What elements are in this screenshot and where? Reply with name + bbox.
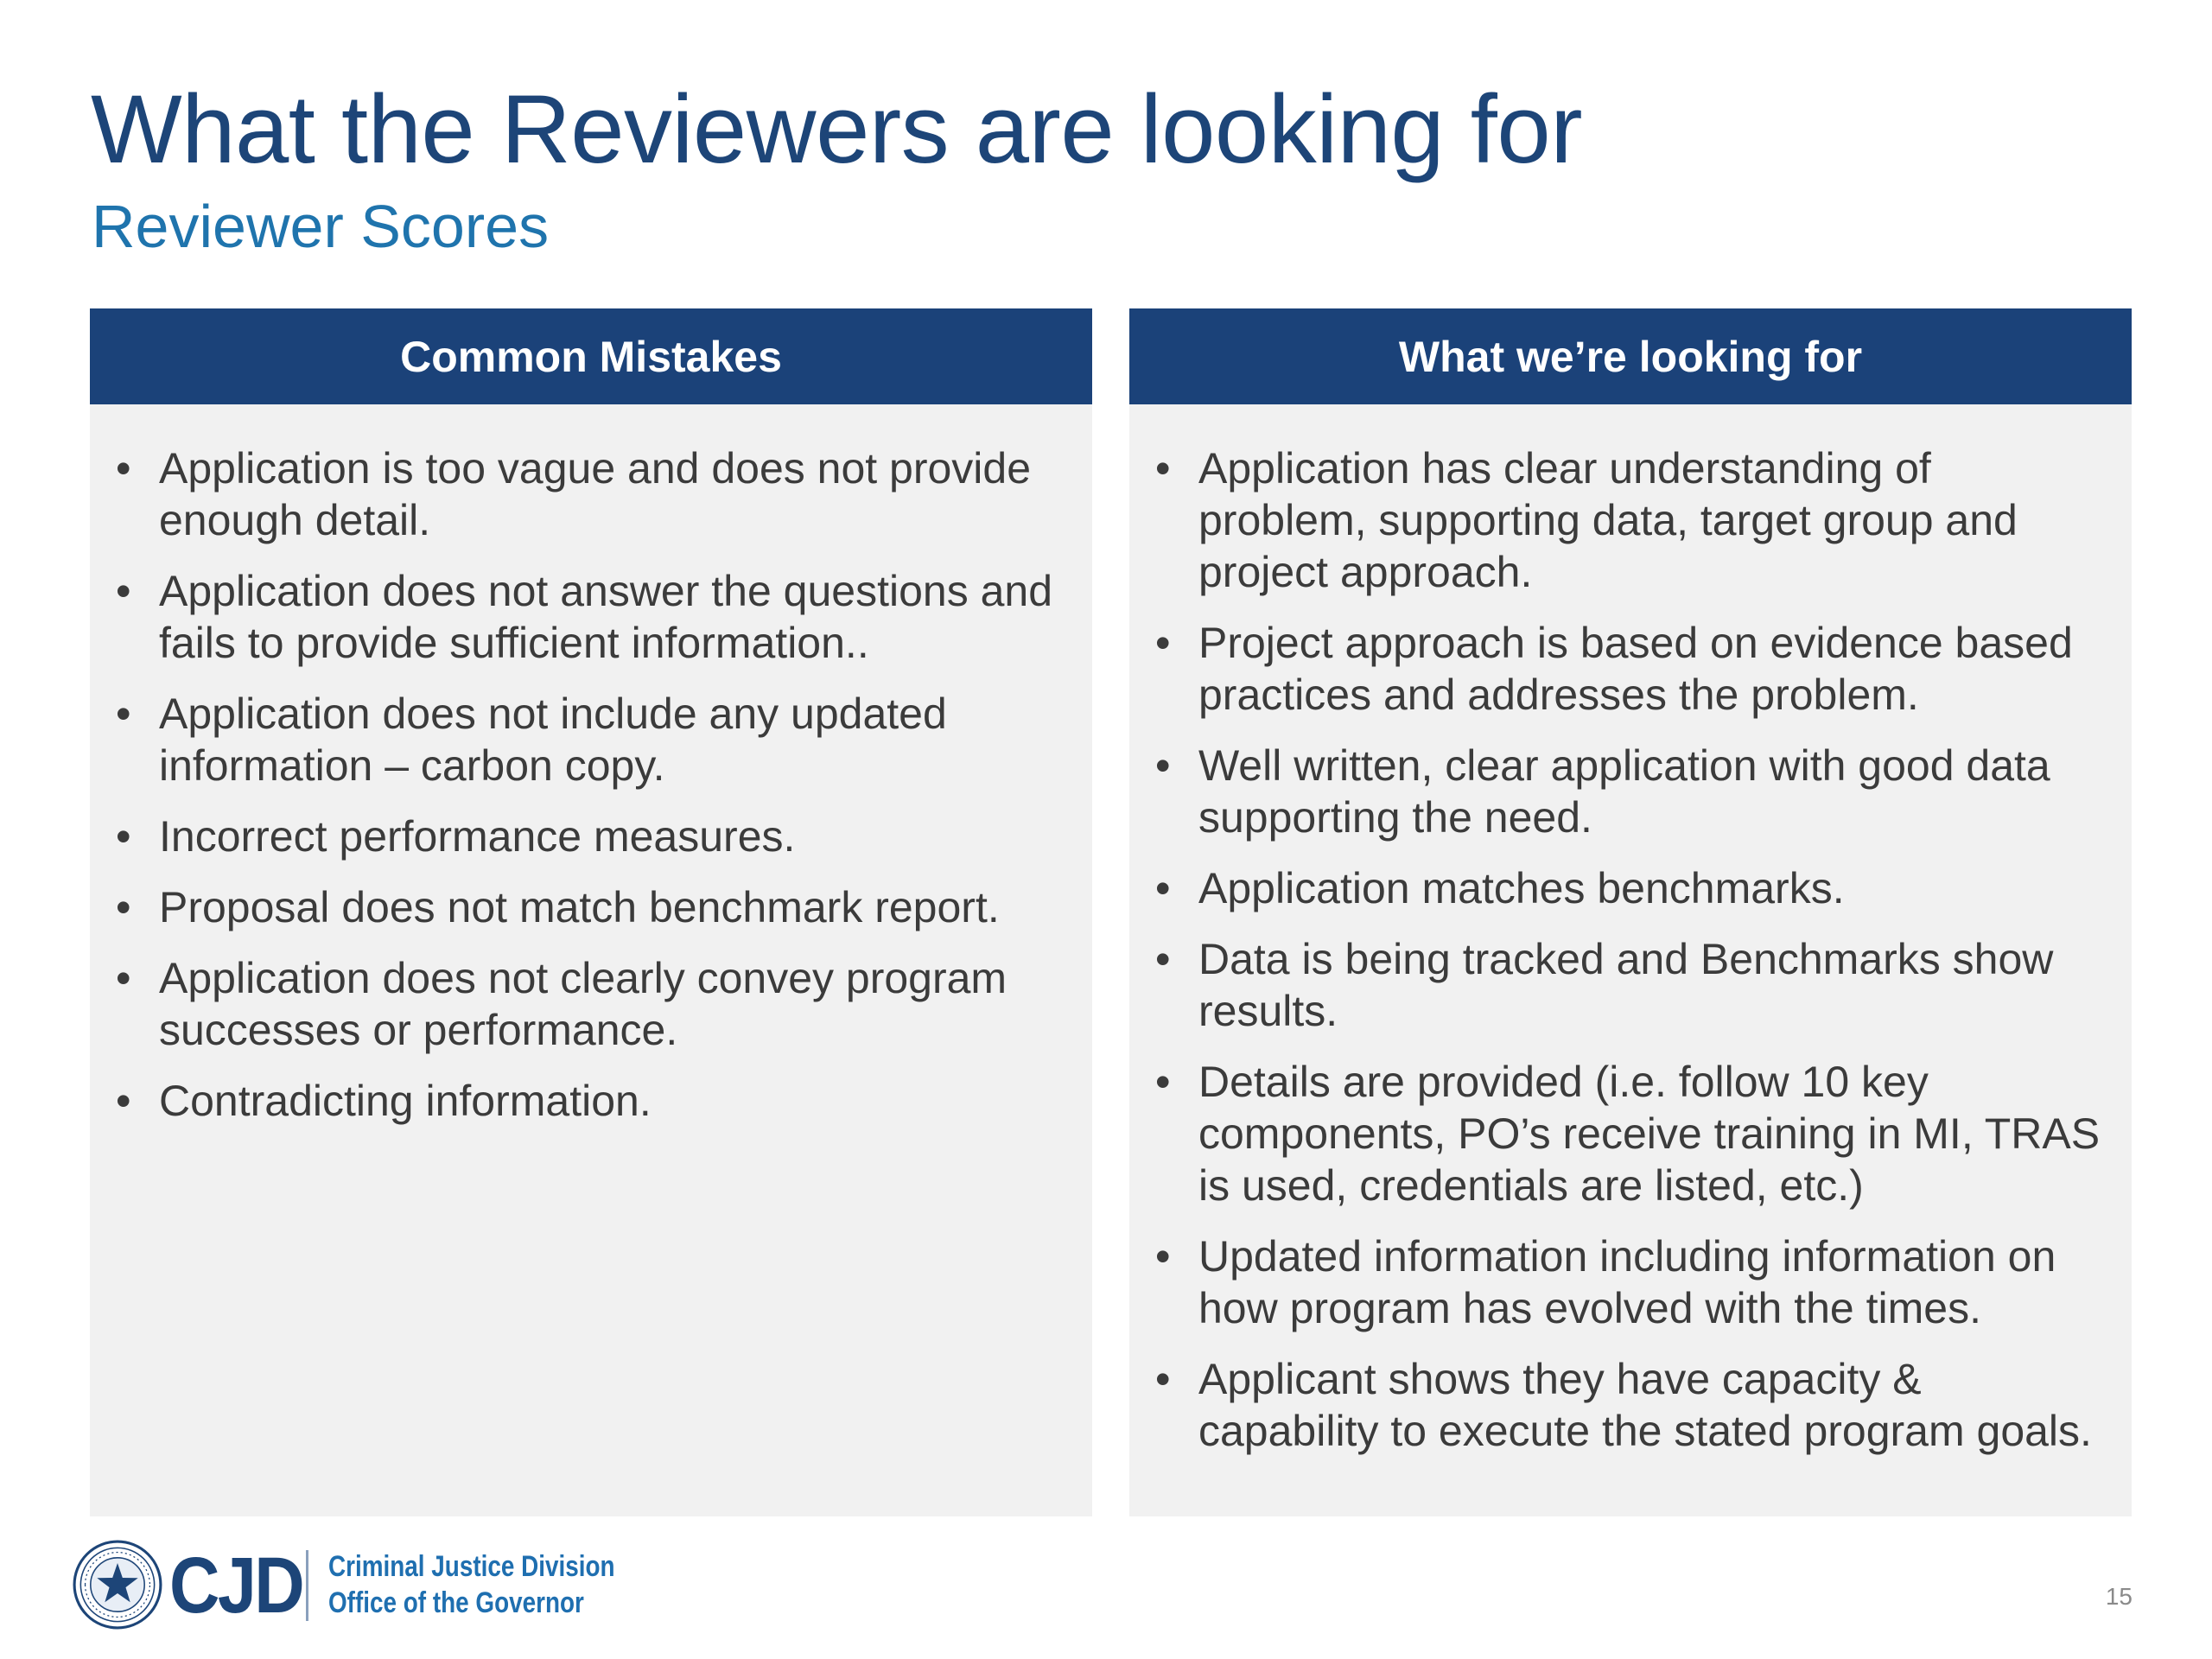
org-name: Criminal Justice Division [328,1550,615,1583]
common-mistakes-panel [90,308,1092,1516]
list-item: • Details are provided (i.e. follow 10 key components, PO’s receive training in MI, TRAS is used, credentials are listed, etc.) [1198,1056,2106,1211]
list-item: • Incorrect performance measures. [159,810,1066,862]
common-mistakes-heading: Common Mistakes [90,308,1092,404]
looking-for-heading: What we’re looking for [1129,308,2132,404]
list-item: • Application does not include any updated information – carbon copy. [159,688,1066,791]
slide-title: What the Reviewers are looking for [91,75,1582,183]
cjd-logo-mark: CJD [169,1541,303,1630]
looking-for-panel [1129,308,2132,1516]
common-mistakes-list [90,404,1092,1127]
list-item: • Application does not answer the questions and fails to provide sufficient information.. [159,565,1066,669]
cjd-logo [73,1538,615,1633]
list-item: • Project approach is based on evidence based practices and addresses the problem. [1198,617,2106,721]
list-item: • Application is too vague and does not provide enough detail. [159,442,1066,546]
logo-divider [306,1550,308,1621]
slide-subtitle: Reviewer Scores [92,193,550,260]
list-item: • Contradicting information. [159,1075,1066,1127]
state-seal-icon [73,1540,162,1630]
list-item: • Updated information including information on how program has evolved with the times. [1198,1230,2106,1334]
org-subname: Office of the Governor [328,1586,584,1619]
list-item: • Applicant shows they have capacity & capability to execute the stated program goals. [1198,1353,2106,1457]
looking-for-list [1129,404,2132,1457]
list-item: • Application matches benchmarks. [1198,862,2106,914]
list-item: • Proposal does not match benchmark report. [159,881,1066,933]
list-item: • Application does not clearly convey program successes or performance. [159,952,1066,1056]
list-item: • Application has clear understanding of problem, supporting data, target group and project approach. [1198,442,2106,598]
page-number: 15 [2105,1583,2133,1610]
list-item: • Well written, clear application with good data supporting the need. [1198,740,2106,843]
list-item: • Data is being tracked and Benchmarks show results. [1198,933,2106,1037]
